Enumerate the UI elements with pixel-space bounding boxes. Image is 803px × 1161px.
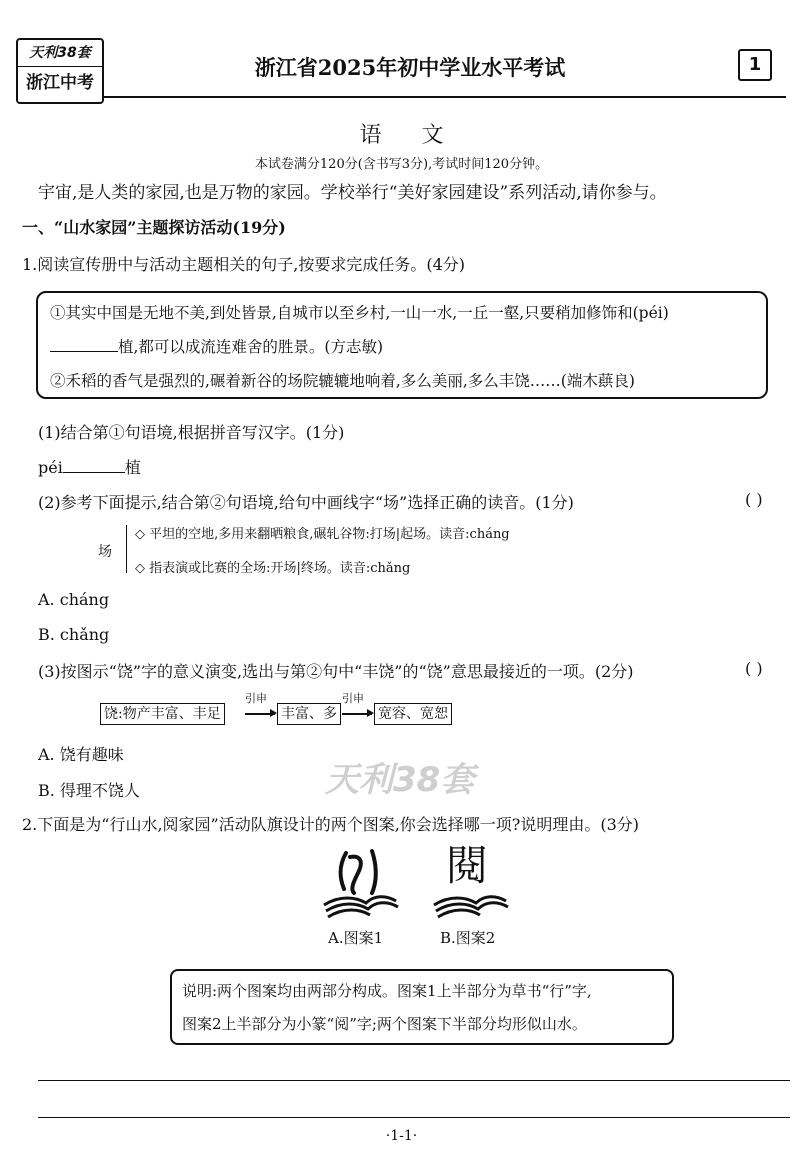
section-heading: 一、“山水家园”主题探访活动(19分) [22, 218, 286, 237]
hint-bracket [126, 525, 127, 573]
meaning-flow [100, 692, 500, 727]
page-number-box: 1 [738, 49, 772, 81]
quote-line-3: ②禾稻的香气是强烈的,碾着新谷的场院辘辘地响着,多么美丽,多么丰饶……(端木蕻良) [50, 372, 635, 390]
quote-line-1: ①其实中国是无地不美,到处皆景,自城市以至乡村,一山一水,一丘一壑,只要稍加修饰和(péi) [50, 304, 669, 322]
intro-text: 宇宙,是人类的家园,也是万物的家园。学校举行“美好家园建设”系列活动,请你参与。 [38, 183, 667, 203]
sub-question-1: (1)结合第①句语境,根据拼音写汉字。(1分) [38, 423, 345, 442]
pattern-1-icon [320, 845, 400, 920]
arrow-head-2-icon [367, 709, 374, 717]
hanzi-blank[interactable] [63, 458, 125, 473]
waves-icon [430, 845, 510, 920]
answer-paren-3[interactable]: ( ) [745, 659, 763, 678]
explanation-line-1: 说明:两个图案均由两部分构成。图案1上半部分为草书“行”字, [182, 982, 592, 1000]
logo [16, 38, 104, 104]
quote-line-2-row [50, 335, 383, 357]
quote-box [36, 291, 768, 399]
pattern-2-glyph: 閱 [446, 841, 489, 890]
flow-box-1: 饶:物产丰富、丰足 [100, 703, 225, 725]
sub-question-3: (3)按图示“饶”字的意义演变,选出与第②句中“丰饶”的“饶”意思最接近的一项。(2分) [38, 662, 634, 681]
pinyin: péi [38, 458, 63, 477]
question-2-stem: 2.下面是为“行山水,阅家园”活动队旗设计的两个图案,你会选择哪一项?说明理由。(3分) [22, 815, 640, 834]
watermark: 天利38套 [325, 760, 475, 800]
exam-title: 浙江省2025年初中学业水平考试 [254, 55, 566, 80]
caption-a: A.图案1 [328, 929, 384, 947]
explanation-line-2: 图案2上半部分为小篆“阅”字;两个图案下半部分均形似山水。 [182, 1015, 587, 1033]
pattern-2 [430, 841, 510, 920]
quote-line-2: 植,都可以成流连难舍的胜景。(方志敏) [118, 338, 384, 356]
option-2a[interactable]: A. cháng [38, 590, 110, 609]
header-rule [16, 96, 786, 98]
blank-suffix: 植 [124, 458, 141, 477]
arrow-head-1-icon [270, 709, 277, 717]
logo-region: 浙江中考 [26, 73, 94, 93]
flow-box-2: 丰富、多 [277, 703, 341, 725]
option-3b[interactable]: B. 得理不饶人 [38, 781, 140, 800]
flow-label-1: 引申 [245, 692, 267, 705]
exam-note: 本试卷满分120分(含书写3分),考试时间120分钟。 [254, 157, 549, 172]
question-1-stem: 1.阅读宣传册中与活动主题相关的句子,按要求完成任务。(4分) [22, 255, 466, 274]
pinyin-answer-row [38, 455, 141, 478]
option-2b[interactable]: B. chǎng [38, 625, 110, 644]
subject-title: 语文 [359, 123, 484, 148]
page-footer: ·1-1· [385, 1128, 418, 1144]
flow-label-2: 引申 [342, 692, 364, 705]
answer-blank[interactable] [50, 337, 118, 352]
logo-brand: 天利38套 [18, 40, 102, 67]
flow-box-3: 宽容、宽恕 [374, 703, 452, 725]
option-3a[interactable]: A. 饶有趣味 [38, 745, 124, 764]
sub-question-2: (2)参考下面提示,结合第②句语境,给句中画线字“场”选择正确的读音。(1分) [38, 493, 574, 512]
caption-b: B.图案2 [440, 929, 496, 947]
hint-2: ◇ 指表演或比赛的全场:开场|终场。读音:chǎng [135, 561, 411, 576]
answer-line-2[interactable] [38, 1117, 790, 1118]
hint-1: ◇ 平坦的空地,多用来翻晒粮食,碾轧谷物:打场|起场。读音:cháng [135, 527, 510, 542]
explanation-box [170, 969, 674, 1045]
hint-char: 场 [98, 544, 112, 560]
answer-paren-2[interactable]: ( ) [745, 490, 763, 509]
answer-line-1[interactable] [38, 1080, 790, 1081]
